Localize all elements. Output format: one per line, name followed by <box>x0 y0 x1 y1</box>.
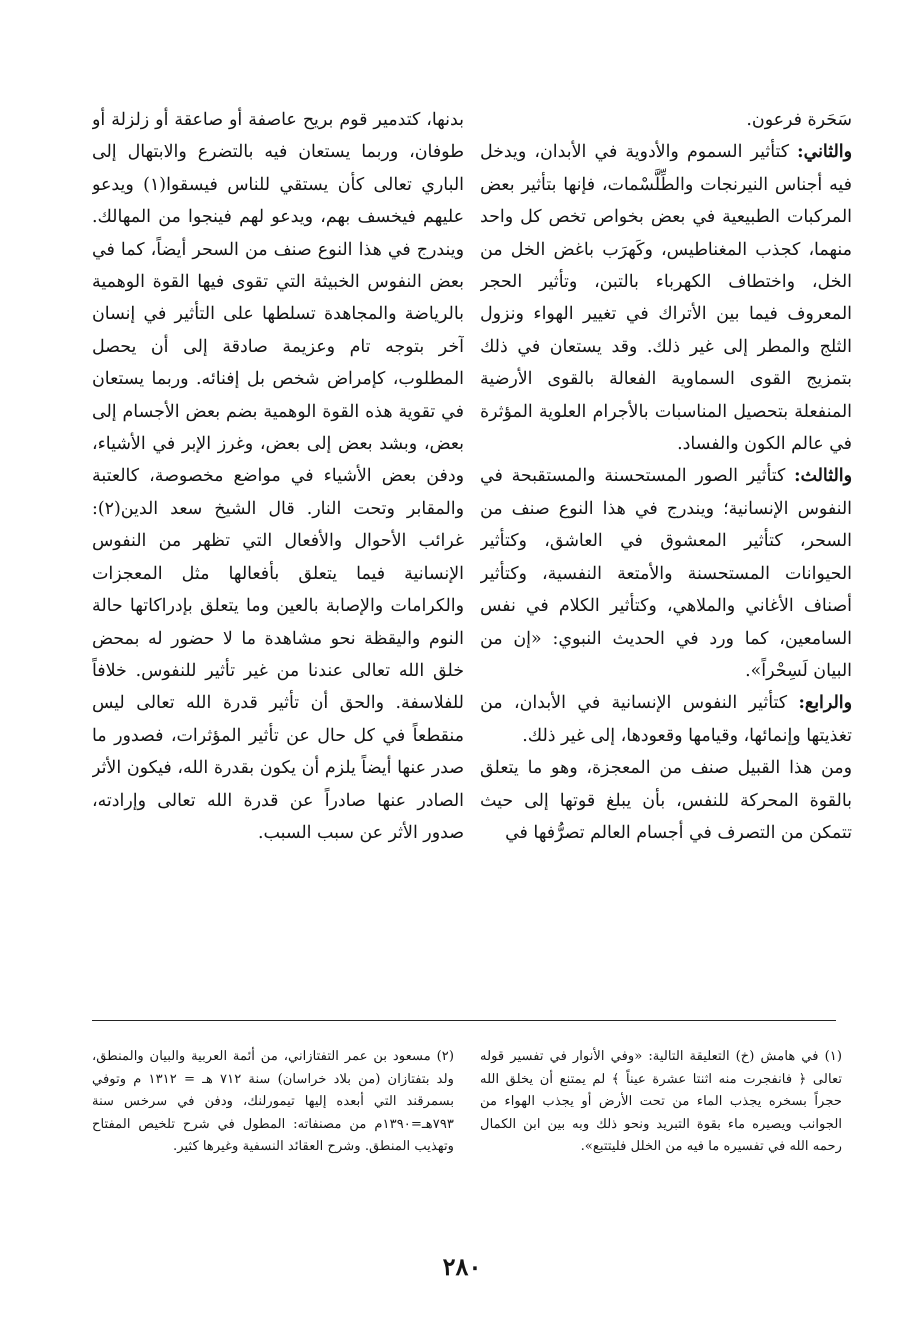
paragraph-fourth <box>480 687 852 752</box>
paragraph-third-text: كتأثير الصور المستحسنة والمستقبحة في النفوس الإنسانية؛ ويندرج في هذا النوع صنف من السحر، كتأثير المعشوق في العاشق، وكتأثير الحيوانات المستحسنة والأمتعة النفسية، وكتأثير أصناف الأغاني والملاهي، وكتأثير الكلام في نفس السامعين، كما ورد في الحديث النبوي: «إن من البيان لَسِحْراً». <box>480 466 852 681</box>
paragraph-fourth-heading: والرابع: <box>798 693 852 714</box>
continuation-text-b: ويدعو عليهم فيخسف بهم، ويدعو لهم فينجوا من المهالك. ويندرج في هذا النوع صنف من السحر أيضاً، كما في بعض النفوس الخبيثة التي تقوى فيها القوة الوهمية بالرياضة والمجاهدة تسلطها على التأثير في إنسان آخر بتوجه تام وعزيمة صادقة إلى أن يحصل المطلوب، كإمراض شخص بل إفنائه. وربما يستعان في تقوية هذه القوة الوهمية بضم بعض الأجسام إلى بعض، وبشد بعض إلى بعض، وغرز الإبر في الأشياء، ودفن بعض الأشياء في مواضع مخصوصة، كالعتبة والمقابر وتحت النار. قال الشيخ سعد الدين <box>92 174 464 519</box>
paragraph-miracle <box>480 752 852 849</box>
paragraph-second <box>480 136 852 460</box>
paragraph-third <box>480 460 852 687</box>
paragraph-second-text: كتأثير السموم والأدوية في الأبدان، ويدخل فيه أجناس النيرنجات والطِّلَّسْمات، فإنها بتأثير بعض المركبات الطبيعية في بعض بخواص تخص كل واحد منهما، كجذب المغناطيس، وكَهرَب باغض الخل من الخل، واختطاف الكهرباء بالتبن، وتأثير الحجر المعروف فيما بين الأتراك في تغيير الهواء ونزول الثلج والمطر إلى غير ذلك. وقد يستعان في ذلك بتمزيج القوى السماوية الفعالة بالقوى الأرضية المنفعلة بتحصيل المناسبات بالأجرام العلوية المؤثرة في عالم الكون والفساد. <box>480 142 852 455</box>
paragraph-fourth-text: كتأثير النفوس الإنسانية في الأبدان، من تغذيتها وإنمائها، وقيامها وقعودها، إلى غير ذلك. <box>480 693 852 746</box>
paragraph-second-heading: والثاني: <box>797 142 852 163</box>
footnote-ref-2[interactable]: (٢) <box>97 498 121 519</box>
paragraph-continuation <box>92 104 464 849</box>
paragraph-intro-text: سَحَرة فرعون. <box>746 110 852 130</box>
paragraph-miracle-text: ومن هذا القبيل صنف من المعجزة، وهو ما يتعلق بالقوة المحركة للنفس، بأن يبلغ قوتها إلى حيث تتمكن من التصرف في أجسام العالم تصرُّفها في <box>480 758 852 843</box>
paragraph-intro <box>480 104 852 136</box>
text-column-right <box>480 104 852 994</box>
footnote-ref-1[interactable]: (١) <box>143 174 167 195</box>
footnote-divider <box>92 1020 836 1021</box>
continuation-text-a: بدنها، كتدمير قوم بريح عاصفة أو صاعقة أو زلزلة أو طوفان، وربما يستعان فيه بالتضرع والابتهال إلى الباري تعالى كأن يستقي للناس فيسقوا <box>92 110 464 195</box>
page-number: ٢٨٠ <box>442 1252 482 1281</box>
paragraph-third-heading: والثالث: <box>794 466 852 487</box>
footnote-2-text: (٢) مسعود بن عمر التفتازاني، من أئمة العربية والبيان والمنطق، ولد بتفتازان (من بلاد خراسان) سنة ٧١٢ هـ = ١٣١٢ م وتوفي بسمرقند التي أبعده إليها تيمورلنك، ودفن في سرخس سنة ٧٩٣هـ=١٣٩٠م من مصنفاته: المطول في شرح تلخيص المفتاح وتهذيب المنطق. وشرح العقائد النسفية وغيرها كثير. <box>92 1049 454 1155</box>
footnote-1-text: (١) في هامش (خ) التعليقة التالية: «وفي الأنوار في تفسير قوله تعالى ﴿ فانفجرت منه اثنتا عشرة عيناً ﴾ لم يمتنع أن يخلق الله حجراً بسخره يجذب الماء من تحت الأرض أو يجذب الهواء من الجوانب ويصيره ماء بقوة التبريد ونحو ذلك وبه بين ابن الكمال رحمه الله في تفسيره ما فيه من الخلل فليتتبع». <box>480 1049 842 1155</box>
footnote-1 <box>480 1046 842 1226</box>
continuation-text-c: : غرائب الأحوال والأفعال التي تظهر من النفوس الإنسانية فيما يتعلق بأفعالها مثل المعجزات والكرامات والإصابة بالعين وما يتعلق بإدراكاتها حالة النوم واليقظة نحو مشاهدة ما لا حضور له بمحض خلق الله تعالى عندنا من غير تأثير للنفوس. خلافاً للفلاسفة. والحق أن تأثير قدرة الله تعالى ليس منقطعاً في كل حال عن تأثير المؤثرات، فصدور ما صدر عنها أيضاً يلزم أن يكون بقدرة الله، فيكون الأثر الصادر عنها صادراً عن قدرة الله تعالى وإرادته، صدور الأثر عن سبب السبب. <box>92 498 464 843</box>
footnote-2 <box>92 1046 454 1226</box>
text-column-left <box>92 104 464 994</box>
